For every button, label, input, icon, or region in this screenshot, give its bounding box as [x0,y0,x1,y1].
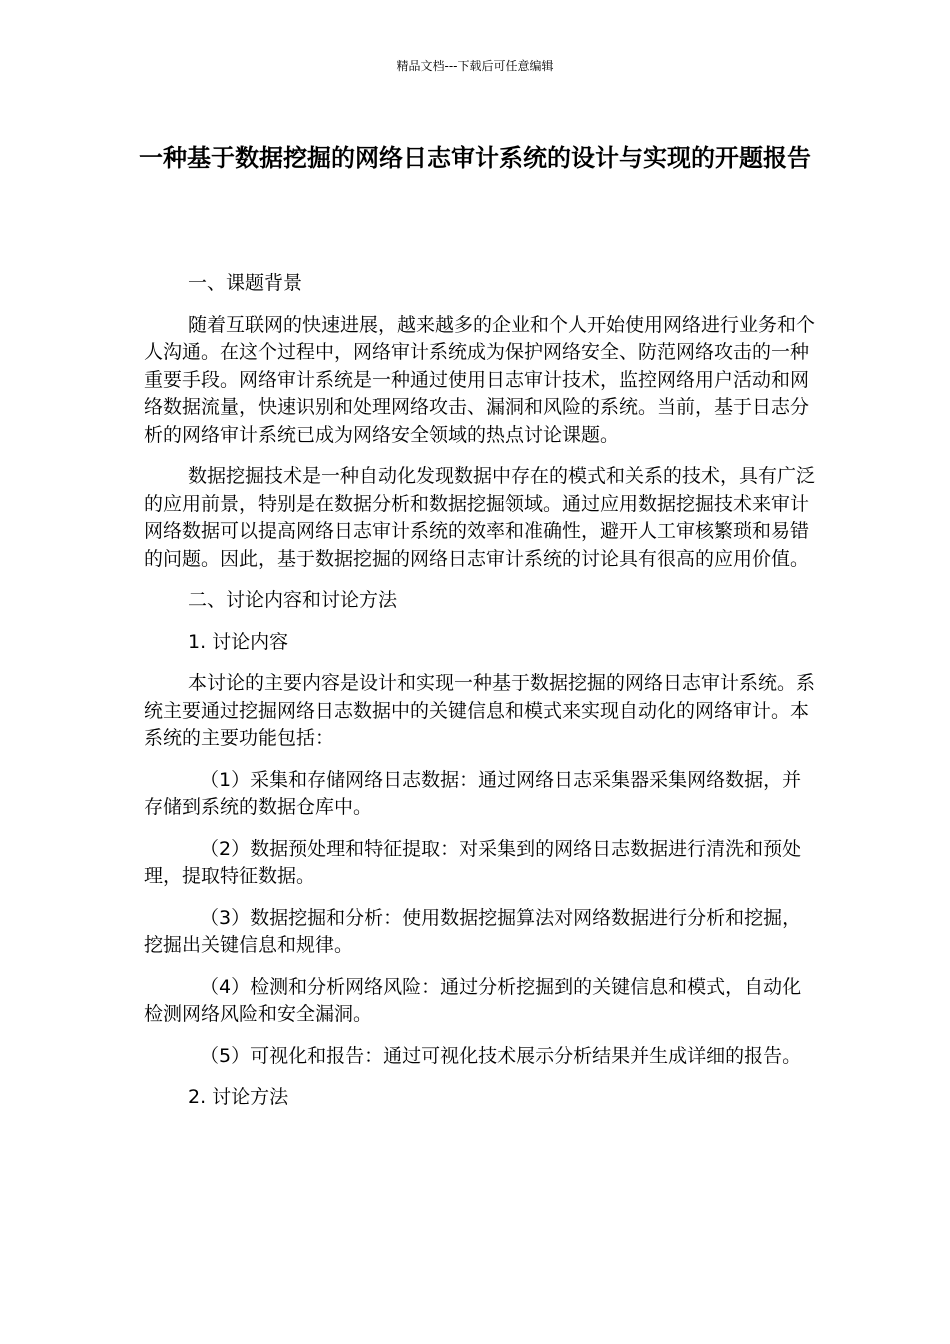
document-body [144,270,816,1126]
header-note: 精品文档---下载后可任意编辑 [396,59,554,73]
list-item: （3）数据挖掘和分析：使用数据挖掘算法对网络数据进行分析和挖掘，挖掘出关键信息和规律。 [144,906,802,956]
section-heading-background: 一、课题背景 [188,272,303,294]
list-item: （2）数据预处理和特征提取：对采集到的网络日志数据进行清洗和预处理，提取特征数据。 [144,837,802,887]
section-heading-research: 二、讨论内容和讨论方法 [188,589,398,611]
paragraph: 本讨论的主要内容是设计和实现一种基于数据挖掘的网络日志审计系统。系统主要通过挖掘网络日志数据中的关键信息和模式来实现自动化的网络审计。本系统的主要功能包括： [144,672,816,749]
subsection-heading-method: 2. 讨论方法 [188,1086,289,1108]
subsection-heading-content: 1. 讨论内容 [188,630,289,653]
document-title: 一种基于数据挖掘的网络日志审计系统的设计与实现的开题报告 [139,144,811,172]
list-item: （1）采集和存储网络日志数据：通过网络日志采集器采集网络数据，并存储到系统的数据仓库中。 [144,768,802,818]
paragraph: 随着互联网的快速进展，越来越多的企业和个人开始使用网络进行业务和个人沟通。在这个过程中，网络审计系统成为保护网络安全、防范网络攻击的一种重要手段。网络审计系统是一种通过使用日志审计技术，监控网络用户活动和网络数据流量，快速识别和处理网络攻击、漏洞和风险的系统。当前，基于日志分析的网络审计系统已成为网络安全领域的热点讨论课题。 [144,313,816,446]
list-item: （4）检测和分析网络风险：通过分析挖掘到的关键信息和模式，自动化检测网络风险和安全漏洞。 [144,975,802,1025]
paragraph: 数据挖掘技术是一种自动化发现数据中存在的模式和关系的技术，具有广泛的应用前景，特别是在数据分析和数据挖掘领域。通过应用数据挖掘技术来审计网络数据可以提高网络日志审计系统的效率和准确性，避开人工审核繁琐和易错的问题。因此，基于数据挖掘的网络日志审计系统的讨论具有很高的应用价值。 [144,465,816,570]
list-item: （5）可视化和报告：通过可视化技术展示分析结果并生成详细的报告。 [200,1044,802,1067]
